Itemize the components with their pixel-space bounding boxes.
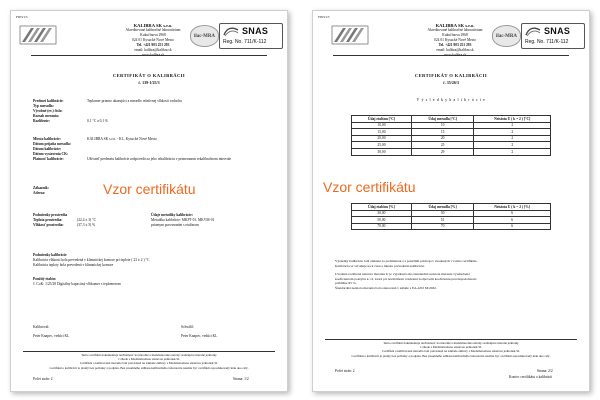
field-address: Adresa: (33, 191, 46, 195)
table-row: 70,00 70 6 (352, 223, 551, 230)
field-received: Dátum prijatia meradla: (33, 142, 71, 146)
certificate-number: č. 35/26/3 (443, 80, 459, 85)
field-range: Rozsah merania: (33, 114, 60, 118)
certificate-page-1 (10, 10, 288, 392)
page-number: Strana: 1/2 (233, 377, 249, 381)
field-customer: Zákazník: (33, 186, 49, 190)
calibration-method: Údaje metodiky kalibrácie: Metodika kalibrácie: MKPT-01, MKVM-01 priamym porovnaním s etalónom (151, 213, 215, 227)
col-meter: Údaj meradla [°C] (411, 116, 474, 123)
phone: Tel. +421 903 251 293 (438, 43, 472, 47)
sample-watermark: Vzor certifikátu (103, 181, 196, 197)
field-cal-date: Dátum kalibrácie: (33, 147, 62, 151)
certificate-number: č. 139-1/25/3 (138, 80, 160, 85)
email: email: kalibra@kalibra.sk (134, 48, 172, 52)
footer-disclaimer: Tento certifikát dokumentuje nadväznosť na národné a medzinárodné etalóny realizujúce merané jednotky v zhode s Medzinárodnou sústavou jednotiek SI. Certifikát a kalibrované meradlo boli prevedené na základe zmluvy s Medzinárodnou sústavou jednotiek SI. Certifikát o kalibrácii je platný bez pečiatky a podpisu. Bez písomného súhlasu kalibračného laboratória nesmie byť certifikát reprodukovaný inak ako celý. (351, 341, 551, 358)
certificate-title: CERTIFIKÁT O KALIBRÁCII (112, 73, 186, 78)
col-uncertainty: Neistota U ( k = 2 ) [°C] (474, 116, 551, 123)
signature-approved: Schválil: Peter Knapec, vedúci KL (181, 325, 218, 338)
footer-divider (23, 351, 275, 352)
lab-name: Akreditované kalibračné laboratórium (125, 28, 181, 32)
company-name: KALIBRA SK s.r.o. (133, 23, 173, 28)
table-header-row (352, 116, 551, 123)
snas-swirl-icon (525, 26, 541, 37)
page-count: Počet strán: 2 (33, 377, 53, 381)
field-validity: Platnosť kalibrácie: Užívateľ predmetu kalibrácie zodpovedá za jeho rekalibráciu v primeranom rekalibračnom intervale (33, 157, 232, 161)
field-serial: Výrobné (ev.) číslo: (33, 109, 63, 113)
company-address-block (103, 23, 203, 58)
page-number: Strana: 2/2 (537, 369, 553, 373)
environment-conditions: Podmienky prostredia Teplota prostredia: (22,4 ± 3) °C Vlhkosť prostredia: (37,3 ± 5) % (33, 213, 96, 227)
street: Kukučínova 2968 (442, 33, 468, 37)
col-meter: Údaj meradla [%] (411, 204, 473, 211)
web: www.kalibra.sk (443, 53, 467, 57)
page-count: Počet strán: 2 (335, 369, 355, 373)
table-row: 30,00 29 2 (352, 148, 551, 155)
temperature-results-table (351, 115, 551, 156)
field-place: Miesto kalibrácie: KALIBRA SK s.r.o. - KL, Kysucké Nové Mesto (33, 137, 157, 141)
reg-number: Reg. No. 711/K-112 (525, 39, 569, 45)
certificate-end: Koniec certifikátu o kalibrácii (509, 375, 553, 379)
snas-swirl-icon (223, 26, 239, 37)
ilac-mra-logo-icon: ilac-MRA (492, 25, 521, 47)
form-number: F003/1/5 (16, 15, 28, 19)
field-item: Predmet kalibrácie: Teplomer priamo ukazujúci a meradlo relatívnej vlhkosti vzduchu (33, 99, 182, 103)
signature-calibrated: Kalibroval: Peter Knapec, vedúci KL (33, 325, 70, 338)
table-row: 30,00 30 6 (352, 210, 551, 217)
city: 024 01 Kysucké Nové Mesto (132, 38, 174, 42)
kalibra-logo-icon (331, 25, 369, 45)
sample-watermark: Vzor certifikátu (323, 179, 416, 195)
results-notes: Výsledky kalibrácie boli získané za podmienok a s použitím prístrojov uvedených v tomto certifikáte. Kalibrácia sa vzťahuje na k času a miestu prevedenia kalibrácie. Uvedená rozšírená neistota merania U je vyjadrená ako štandardná neistota merania vynásobená koeficientom pokrytia k =2, ktorá pri normálnom rozdelení zodpovedá koeficientu pravdepodobnosti približne 95 %. Štandardná neistota merania bola stanovená v súlade s EA-4/02 M:2022. (335, 259, 478, 290)
header-divider (31, 55, 267, 56)
form-number: F003/1/5 (318, 15, 330, 19)
field-type: Typ meradla: (33, 104, 54, 108)
humidity-results-table (351, 203, 551, 230)
field-resolution: Rozlíšenie: 0,1 °C a 0,1 % (33, 119, 109, 123)
lab-name: Akreditované kalibračné laboratórium (427, 28, 483, 32)
table-row: 20,00 20 2 (352, 135, 551, 142)
email: email: kalibra@kalibra.sk (436, 48, 474, 52)
web: www.kalibra.sk (141, 53, 165, 57)
col-uncertainty: Neistota U ( k = 2 ) [%] (474, 204, 551, 211)
used-etalons: Použitý etalón: č. CoK: 1/25/28 Digitálny kapacitný vlhkomer s teplomerom (33, 277, 121, 286)
footer-divider (325, 339, 577, 340)
snas-accreditation-badge (219, 23, 283, 49)
city: 024 01 Kysucké Nové Mesto (434, 38, 476, 42)
certificate-page-2 (312, 10, 590, 392)
table-row: 10,00 10 2 (352, 122, 551, 129)
footer-disclaimer: Tento certifikát dokumentuje nadväznosť na národné a medzinárodné etalóny realizujúce merané jednotky v zhode s Medzinárodnou sústavou jednotiek SI. Certifikát a kalibrované meradlo boli prevedené na základe zmluvy s Medzinárodnou sústavou jednotiek SI. Certifikát o kalibrácii je platný bez pečiatky a podpisu. Bez písomného súhlasu kalibračného laboratória nesmie byť certifikát reprodukovaný inak ako celý. (49, 353, 249, 370)
table-row: 25,00 25 2 (352, 142, 551, 149)
certificate-title: CERTIFIKÁT O KALIBRÁCII (414, 73, 488, 78)
company-address-block (405, 23, 505, 58)
calibration-procedure: Podmienky kalibrácie Kalibrácia vlhkosti bola prevedená v klimatickej komore pri teplote ( 23 ± 2 ) °C Kalibrácia teploty bola prevedená v klimatickej komore (33, 253, 150, 267)
snas-word: SNAS (544, 26, 571, 36)
snas-word: SNAS (242, 26, 269, 36)
phone: Tel. +421 903 251 293 (136, 43, 170, 47)
street: Kukučínova 2968 (140, 33, 166, 37)
table-row: 50,00 51 6 (352, 217, 551, 224)
col-etalon: Údaj etalónu [°C] (352, 116, 412, 123)
header-divider (333, 55, 569, 56)
field-issue-date: Dátum vystavenia CK: (33, 152, 69, 156)
table-row: 15,00 15 2 (352, 129, 551, 136)
kalibra-logo-icon (19, 25, 57, 45)
results-heading: V ý s l e d k y k a l i b r á c i e (416, 97, 486, 102)
snas-accreditation-badge (521, 23, 585, 49)
table-header-row (352, 204, 551, 211)
reg-number: Reg. No. 711/K-112 (223, 39, 267, 45)
col-etalon: Údaj etalónu [%] (352, 204, 412, 211)
company-name: KALIBRA SK s.r.o. (435, 23, 475, 28)
ilac-mra-logo-icon: ilac-MRA (190, 25, 219, 47)
